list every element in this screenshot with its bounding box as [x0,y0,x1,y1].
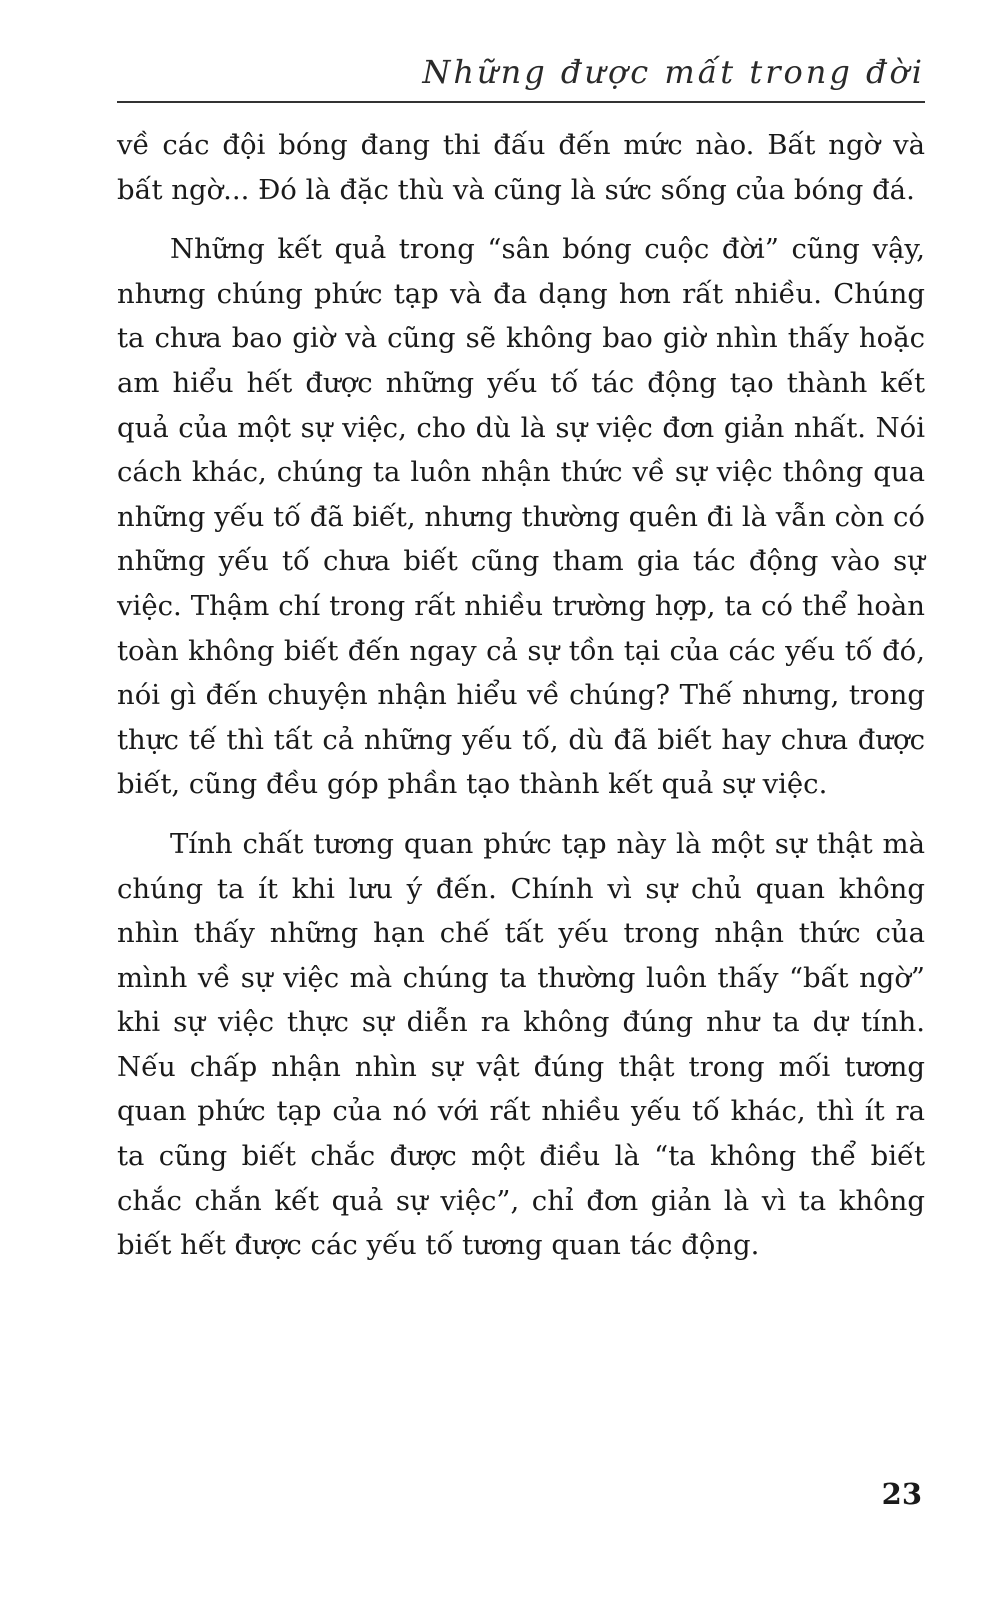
paragraph: Tính chất tương quan phức tạp này là một sự thật mà chúng ta ít khi lưu ý đến. Chính vì sự chủ quan không nhìn thấy những hạn chế tất yếu trong nhận thức của mình về sự việc mà chúng ta thường luôn thấy “bất ngờ” khi sự việc thực sự diễn ra không đúng như ta dự tính. Nếu chấp nhận nhìn sự vật đúng thật trong mối tương quan phức tạp của nó với rất nhiều yếu tố khác, thì ít ra ta cũng biết chắc được một điều là “ta không thể biết chắc chắn kết quả sự việc”, chỉ đơn giản là vì ta không biết hết được các yếu tố tương quan tác động. [117,827,925,1262]
body-text [117,123,925,1283]
running-header: Những được mất trong đời [422,53,925,91]
paragraph-continued: về các đội bóng đang thi đấu đến mức nào. Bất ngờ và bất ngờ... Đó là đặc thù và cũng là sức sống của bóng đá. [117,129,925,206]
paragraph: Những kết quả trong “sân bóng cuộc đời” cũng vậy, nhưng chúng phức tạp và đa dạng hơn rất nhiều. Chúng ta chưa bao giờ và cũng sẽ không bao giờ nhìn thấy hoặc am hiểu hết được những yếu tố tác động tạo thành kết quả của một sự việc, cho dù là sự việc đơn giản nhất. Nói cách khác, chúng ta luôn nhận thức về sự việc thông qua những yếu tố đã biết, nhưng thường quên đi là vẫn còn có những yếu tố chưa biết cũng tham gia tác động vào sự việc. Thậm chí trong rất nhiều trường hợp, ta có thể hoàn toàn không biết đến ngay cả sự tồn tại của các yếu tố đó, nói gì đến chuyện nhận hiểu về chúng? Thế nhưng, trong thực tế thì tất cả những yếu tố, dù đã biết hay chưa được biết, cũng đều góp phần tạo thành kết quả sự việc. [117,233,925,801]
page-number: 23 [881,1477,922,1511]
header-divider [117,101,925,103]
